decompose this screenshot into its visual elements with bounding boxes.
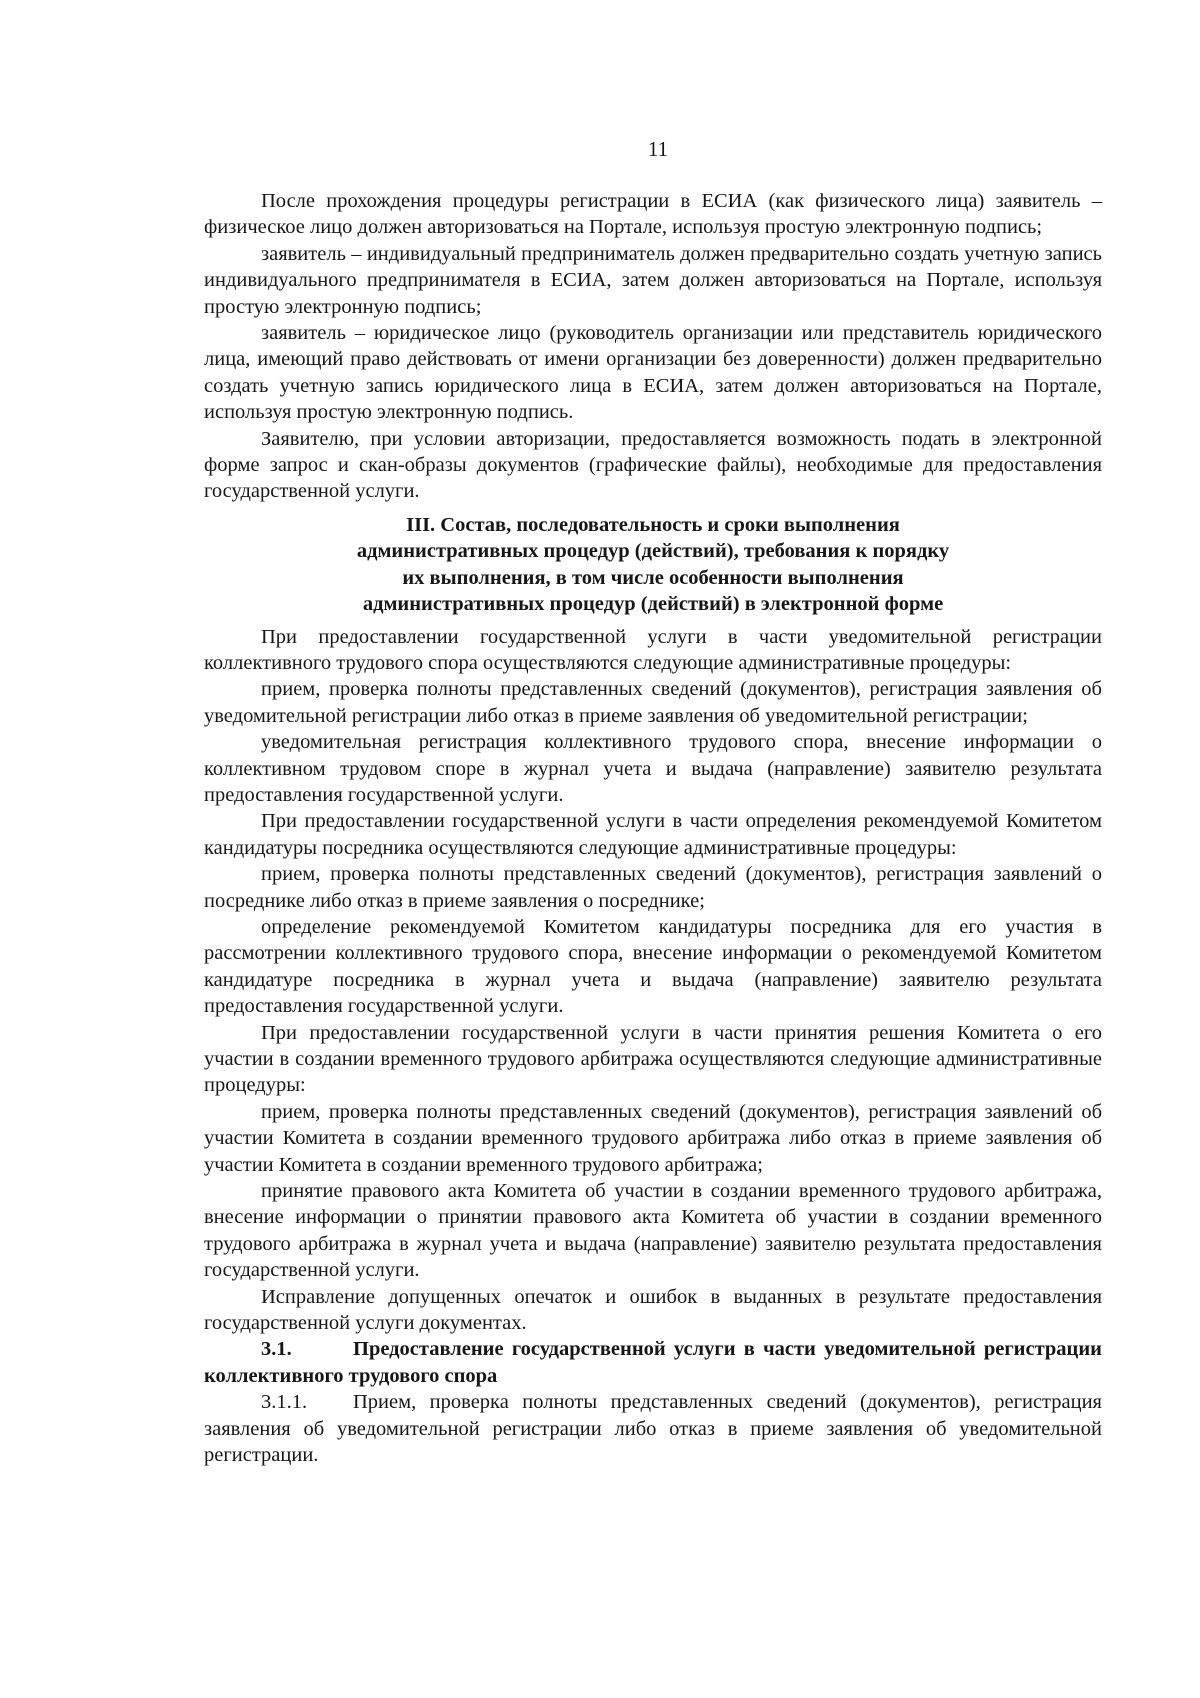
subsection-title: Предоставление государственной услуги в части уведомительной регистрации коллективного трудового спора: [204, 1338, 1102, 1387]
paragraph: заявитель – юридическое лицо (руководитель организации или представитель юридического лица, имеющий право действовать от имени организации без доверенности) должен предварительно создать учетную запись юридического лица в ЕСИА, затем должен авторизоваться на Портале, используя простую электронную подпись.: [204, 322, 1102, 424]
paragraph: При предоставлении государственной услуги в части принятия решения Комитета о его участии в создании временного трудового арбитража осуществляются следующие административные процедуры:: [204, 1021, 1102, 1097]
paragraph: прием, проверка полноты представленных сведений (документов), регистрация заявлений об участии Комитета в создании временного трудового арбитража либо отказ в приеме заявления об участии Комитета в создании временного трудового арбитража;: [204, 1100, 1102, 1176]
paragraph: После прохождения процедуры регистрации в ЕСИА (как физического лица) заявитель – физическое лицо должен авторизоваться на Портале, используя простую электронную подпись;: [204, 190, 1102, 239]
paragraph: При предоставлении государственной услуги в части уведомительной регистрации коллективного трудового спора осуществляются следующие административные процедуры:: [204, 625, 1102, 674]
paragraph: Заявителю, при условии авторизации, предоставляется возможность подать в электронной форме запрос и скан-образы документов (графические файлы), необходимые для предоставления государственной услуги.: [204, 427, 1102, 503]
paragraph: Исправление допущенных опечаток и ошибок в выданных в результате предоставления государственной услуги документах.: [204, 1285, 1102, 1335]
subsubsection-text: Прием, проверка полноты представленных сведений (документов), регистрация заявления об уведомительной регистрации либо отказ в приеме заявления об уведомительной регистрации.: [204, 1391, 1102, 1467]
section-heading-line: административных процедур (действий), требования к порядку: [356, 540, 950, 563]
paragraph: уведомительная регистрация коллективного трудового спора, внесение информации о коллективном трудовом споре в журнал учета и выдача (направление) заявителю результата предоставления государственной услуги.: [204, 731, 1102, 806]
section-heading-line: III. Состав, последовательность и сроки выполнения: [406, 513, 900, 536]
paragraph: прием, проверка полноты представленных сведений (документов), регистрация заявлений о посреднике либо отказ в приеме заявления о посреднике;: [204, 863, 1102, 912]
paragraph: принятие правового акта Комитета об участии в создании временного трудового арбитража, внесение информации о принятии правового акта Комитета об участии в создании временного трудового арбитража в журнал учета и выдача (направление) заявителю результата предоставления государственной услуги.: [204, 1180, 1102, 1282]
subsection-heading: [204, 1336, 1102, 1389]
section-heading: [204, 512, 1102, 618]
paragraph: определение рекомендуемой Комитетом кандидатуры посредника для его участия в рассмотрении коллективного трудового спора, внесение информации о рекомендуемой Комитетом кандидатуре посредника в журнал учета и выдача (направление) заявителю результата предоставления государственной услуги.: [204, 915, 1102, 1018]
paragraph: прием, проверка полноты представленных сведений (документов), регистрация заявления об уведомительной регистрации либо отказ в приеме заявления об уведомительной регистрации;: [204, 678, 1102, 727]
document-body: [204, 188, 1102, 1469]
section-heading-line: их выполнения, в том числе особенности выполнения: [402, 566, 904, 589]
paragraph: заявитель – индивидуальный предприниматель должен предварительно создать учетную запись индивидуального предпринимателя в ЕСИА, затем должен авторизоваться на Портале, используя простую электронную подпись;: [204, 242, 1102, 318]
subsubsection-number: 3.1.1.: [261, 1391, 308, 1414]
paragraph: При предоставлении государственной услуги в части определения рекомендуемой Комитетом кандидатуры посредника осуществляются следующие административные процедуры:: [204, 810, 1102, 859]
section-heading-line: административных процедур (действий) в электронной форме: [362, 593, 944, 616]
subsection-number: 3.1.: [261, 1338, 292, 1361]
subsubsection-paragraph: [204, 1389, 1102, 1468]
page-number: 11: [647, 137, 669, 161]
